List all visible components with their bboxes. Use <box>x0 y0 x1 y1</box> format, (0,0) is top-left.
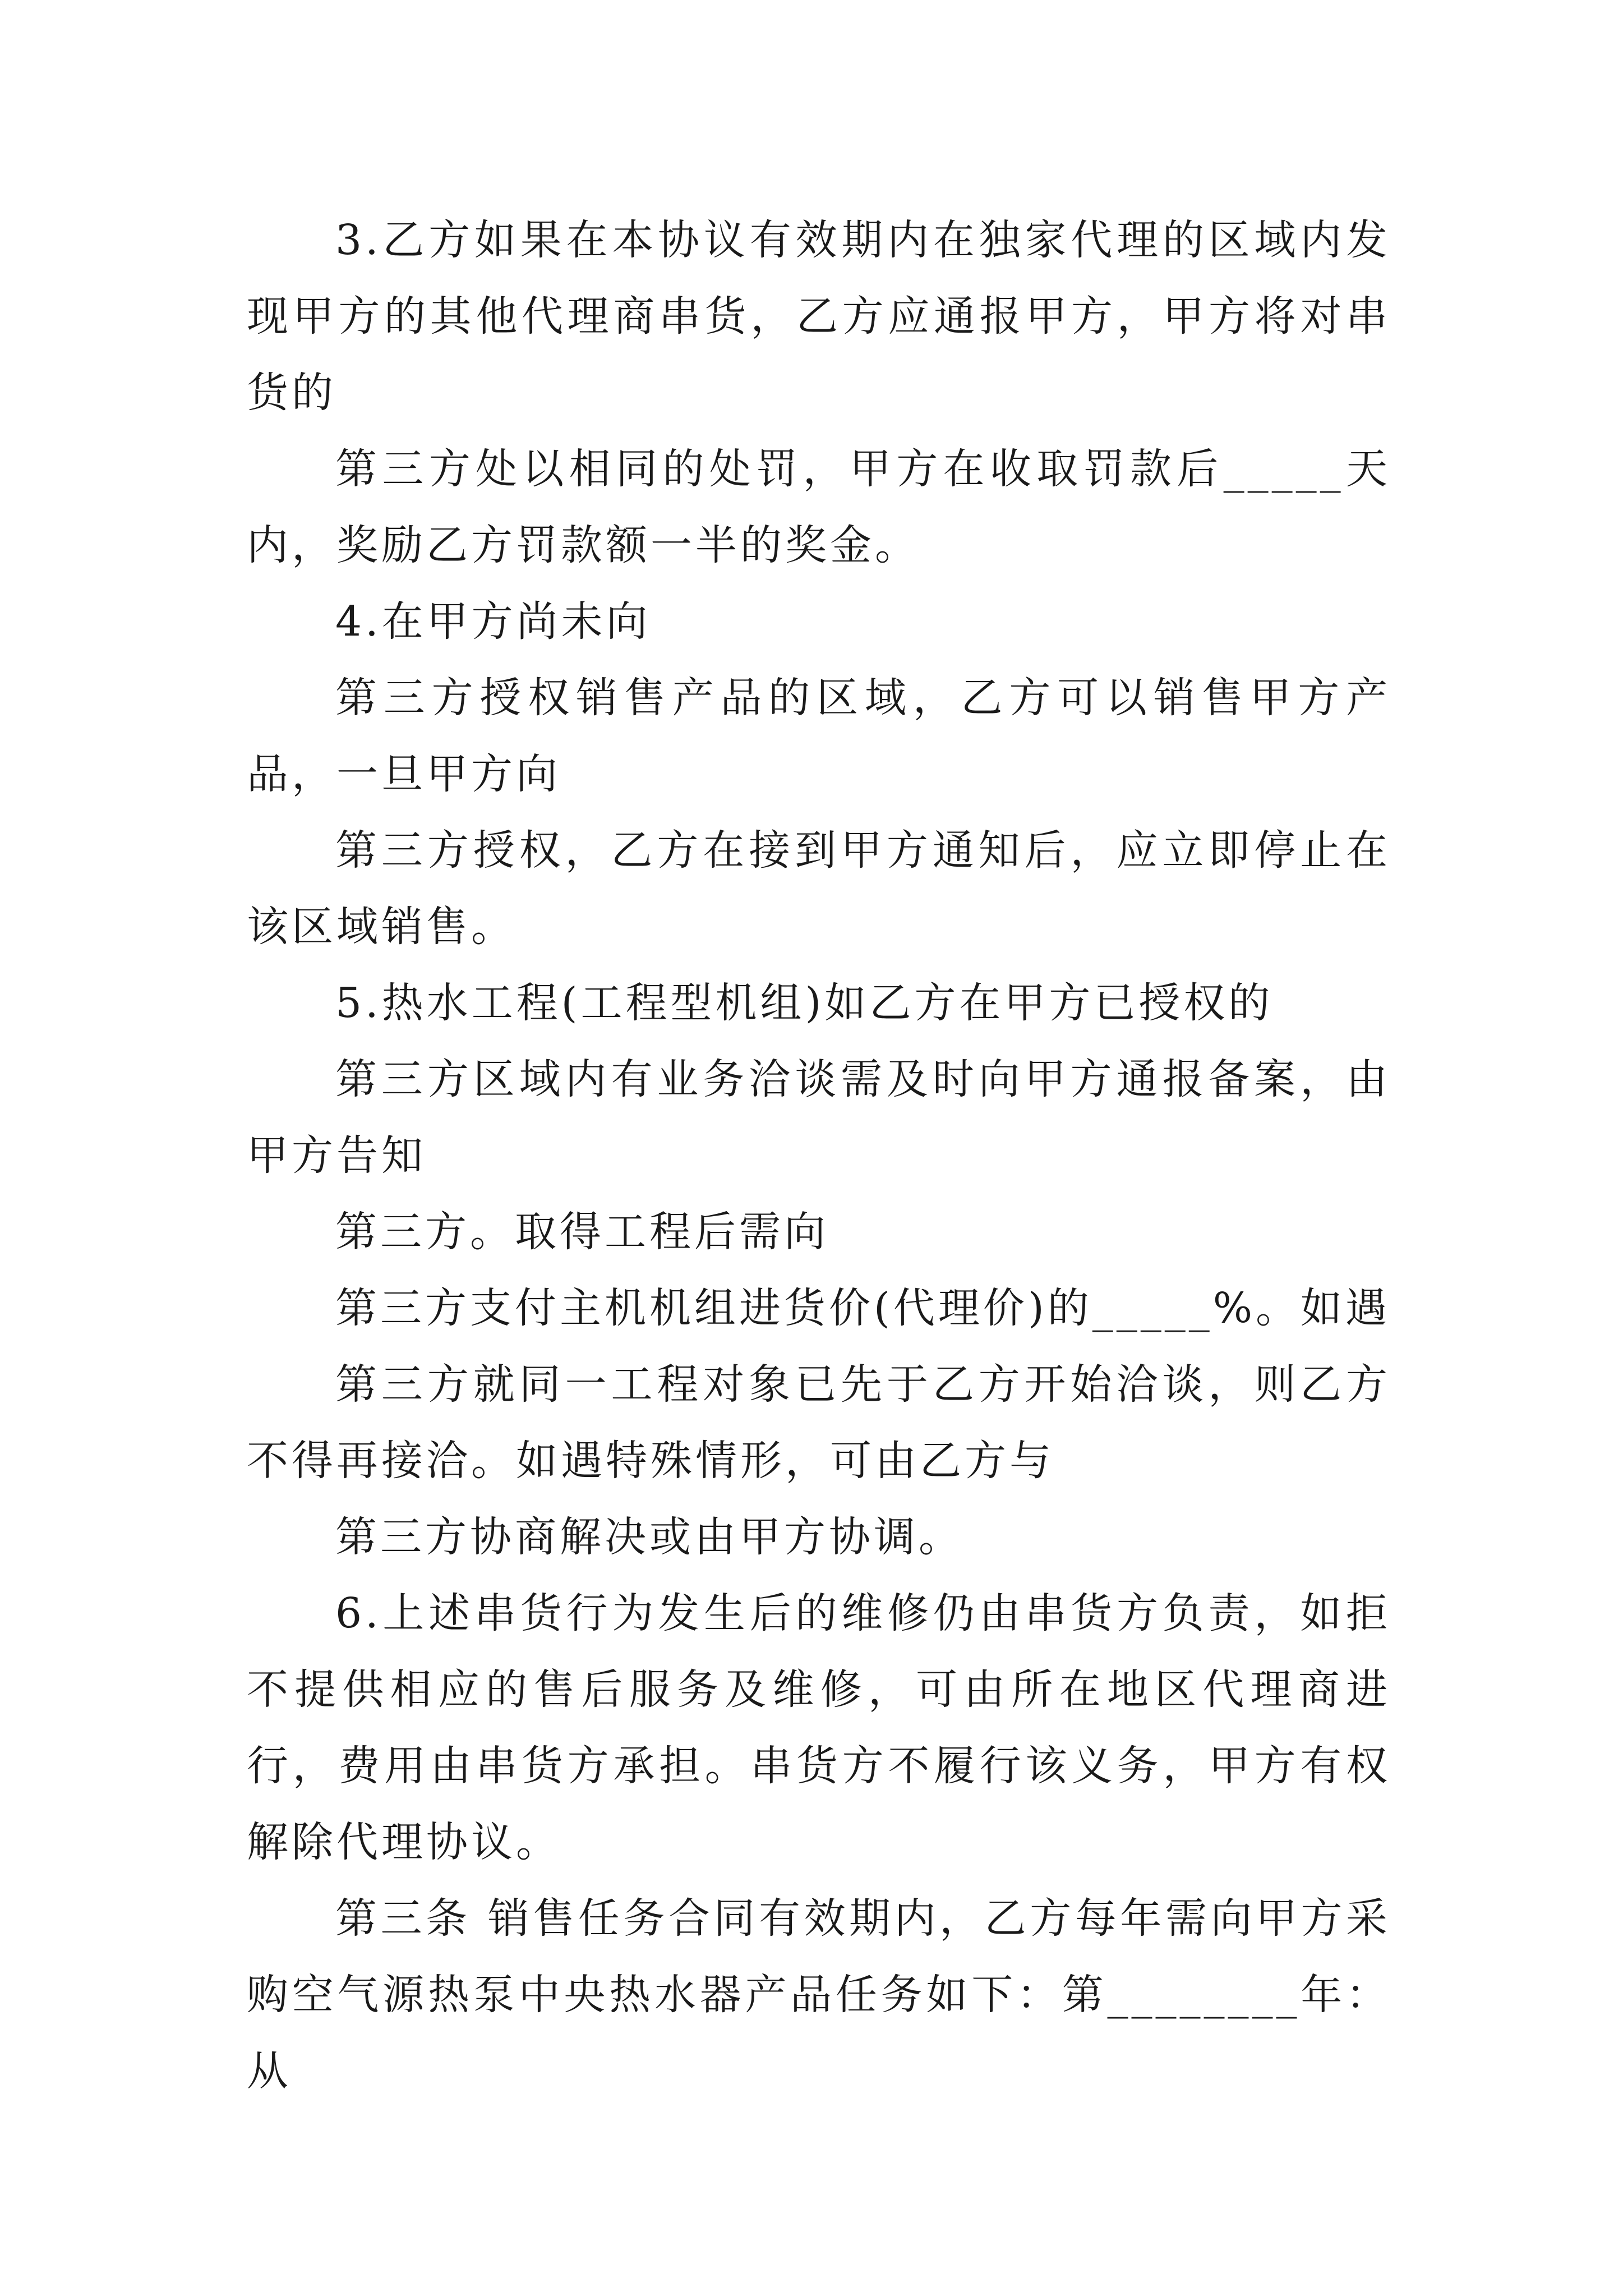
paragraph-third-party-prior-negotiation: 第三方就同一工程对象已先于乙方开始洽谈，则乙方不得再接洽。如遇特殊情形，可由乙方与 <box>247 1360 1391 1485</box>
paragraph-third-party-authorized-sales: 第三方授权销售产品的区域，乙方可以销售甲方产品，一旦甲方向 <box>247 674 1391 798</box>
paragraph-third-party-coordination: 第三方协商解决或由甲方协调。 <box>335 1513 963 1561</box>
paragraph-third-party-region-report: 第三方区域内有业务洽谈需及时向甲方通报备案，由甲方告知 <box>247 1055 1391 1180</box>
paragraph-third-party-after-project: 第三方。取得工程后需向 <box>335 1208 829 1256</box>
document-body <box>247 202 1391 2109</box>
paragraph-third-party-stop-sales: 第三方授权，乙方在接到甲方通知后，应立即停止在该区域销售。 <box>247 826 1391 951</box>
paragraph-4-unauthorized-region: 4.在甲方尚未向 <box>335 597 651 646</box>
paragraph-5-hot-water-project: 5.热水工程(工程型机组)如乙方在甲方已授权的 <box>335 979 1274 1027</box>
paragraph-3-exclusive-region: 3.乙方如果在本协议有效期内在独家代理的区域内发现甲方的其他代理商串货，乙方应通报甲方，甲方将对串货的 <box>247 216 1391 417</box>
paragraph-article-3-sales-target: 第三条 销售任务合同有效期内，乙方每年需向甲方采购空气源热泵中央热水器产品任务如下：第________年：从 <box>247 1894 1391 2095</box>
paragraph-third-party-payment: 第三方支付主机机组进货价(代理价)的_____%。如遇 <box>335 1284 1391 1332</box>
paragraph-third-party-penalty: 第三方处以相同的处罚，甲方在收取罚款后_____天内，奖励乙方罚款额一半的奖金。 <box>247 445 1391 569</box>
paragraph-6-repair-responsibility: 6.上述串货行为发生后的维修仍由串货方负责，如拒不提供相应的售后服务及维修，可由所在地区代理商进行，费用由串货方承担。串货方不履行该义务，甲方有权解除代理协议。 <box>247 1589 1391 1866</box>
